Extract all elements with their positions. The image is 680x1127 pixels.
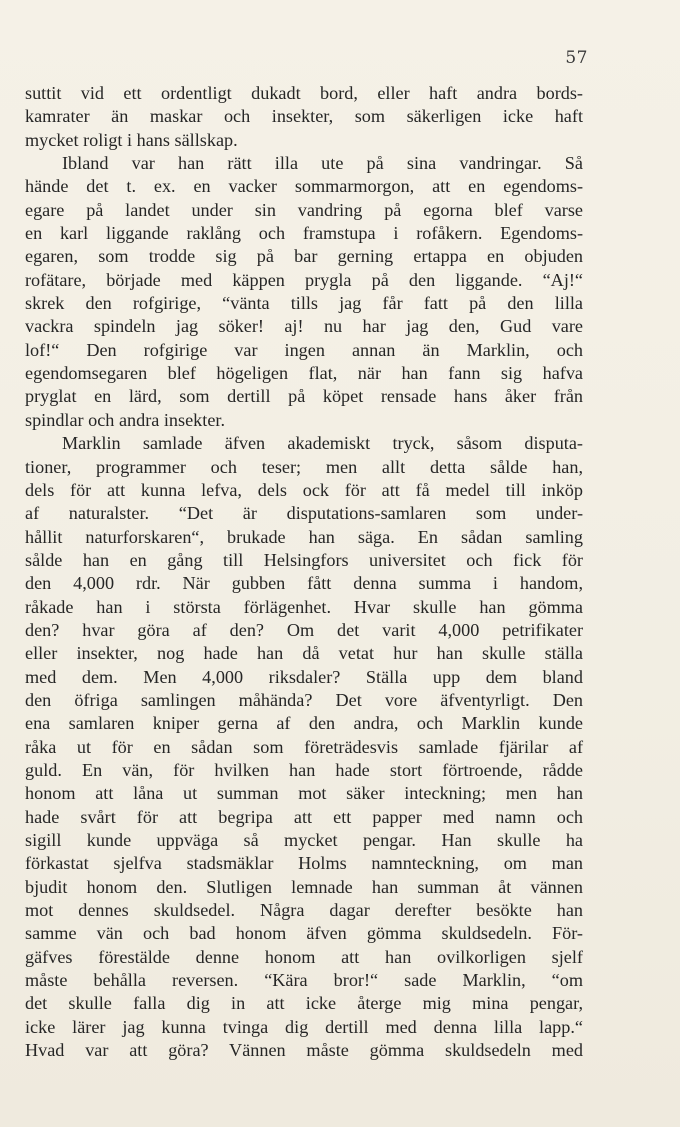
text-line: med dem. Men 4,000 riksdaler? Ställa upp dem bland (25, 666, 583, 687)
text-line: gäfves förestälde denne honom att han ovilkorligen sjelf (25, 946, 583, 967)
text-line: den öfriga samlingen måhända? Det vore äfventyrligt. Den (25, 689, 583, 710)
text-line: vackra spindeln jag söker! aj! nu har jag den, Gud vare (25, 316, 583, 337)
text-line: mycket roligt i hans sällskap. (25, 129, 238, 150)
text-line: guld. En vän, för hvilken han hade stort förtroende, rådde (25, 759, 583, 780)
text-line: kamrater än maskar och insekter, som säkerligen icke haft (25, 106, 583, 127)
text-line: dels för att kunna lefva, dels ock för att få medel till inköp (25, 479, 583, 500)
text-line: rofätare, började med käppen prygla på den liggande. “Aj!“ (25, 269, 583, 290)
text-line: honom att låna ut summan mot säker inteckning; men han (25, 783, 583, 804)
text-line: hållit naturforskaren“, brukade han säga. En sådan samling (25, 526, 583, 547)
text-line: egaren, som trodde sig på bar gerning ertappa en objuden (25, 246, 583, 267)
text-line: af naturalster. “Det är disputations-samlaren som under- (25, 503, 583, 524)
text-line: suttit vid ett ordentligt dukadt bord, eller haft andra bords- (25, 83, 583, 103)
text-line: skrek den rofgirige, “vänta tills jag får fatt på den lilla (25, 293, 583, 314)
text-line: den? hvar göra af den? Om det varit 4,000 petrifikater (25, 619, 583, 640)
text-line: tioner, programmer och teser; men allt detta sålde han, (25, 456, 583, 477)
text-line: det skulle falla dig in att icke återge mig mina pengar, (25, 993, 583, 1014)
page-number: 57 (565, 48, 588, 68)
text-line: råka ut för en sådan som företrädesvis samlade fjärilar af (25, 736, 583, 757)
text-line: en karl liggande raklång och framstupa i rofåkern. Egendoms- (25, 223, 583, 244)
text-line: måste behålla reversen. “Kära bror!“ sade Marklin, “om (25, 970, 583, 991)
text-line: mot dennes skuldsedel. Några dagar derefter besökte han (25, 900, 583, 921)
text-line: Marklin samlade äfven akademiskt tryck, såsom disputa- (62, 433, 583, 454)
text-line: egare på landet under sin vandring på egorna blef varse (25, 199, 583, 220)
text-line: hade svårt för att begripa att ett papper med namn och (25, 806, 583, 827)
text-line: ena samlaren kniper gerna af den andra, och Marklin kunde (25, 713, 583, 734)
text-line: sålde han en gång till Helsingfors universitet och fick för (25, 549, 583, 570)
text-line: sigill kunde uppväga så mycket pengar. Han skulle ha (25, 830, 583, 850)
text-line: Ibland var han rätt illa ute på sina vandringar. Så (62, 153, 583, 174)
text-line: Hvad var att göra? Vännen måste gömma skuldsedeln med (25, 1040, 583, 1061)
text-line: förkastat sjelfva stadsmäklar Holms namnteckning, om man (25, 853, 583, 874)
text-line: lof!“ Den rofgirige var ingen annan än Marklin, och (25, 339, 583, 360)
text-line: bjudit honom den. Slutligen lemnade han summan åt vännen (25, 876, 583, 897)
text-line: pryglat en lärd, som dertill på köpet rensade hans åker från (25, 386, 583, 407)
text-line: den 4,000 rdr. När gubben fått denna summa i handom, (25, 573, 583, 594)
text-line: egendomsegaren blef högeligen flat, när han fann sig hafva (25, 363, 583, 384)
text-line: samme vän och bad honom äfven gömma skuldsedeln. För- (25, 923, 583, 944)
text-line: icke lärer jag kunna tvinga dig dertill med denna lilla lapp.“ (25, 1016, 583, 1037)
text-line: råkade han i största förlägenhet. Hvar skulle han gömma (25, 596, 583, 617)
body-text (25, 82, 583, 1062)
text-line: eller insekter, nog hade han då vetat hur han skulle ställa (25, 643, 583, 664)
text-line: spindlar och andra insekter. (25, 409, 225, 430)
text-line: hände det t. ex. en vacker sommarmorgon, att en egendoms- (25, 176, 583, 197)
